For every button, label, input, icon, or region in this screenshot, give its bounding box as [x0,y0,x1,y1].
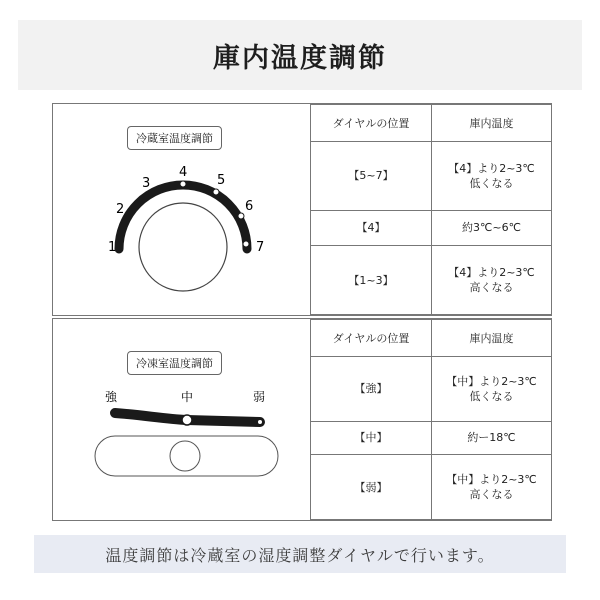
table-header-row [311,105,552,142]
page-title: 庫内温度調節 [213,42,387,74]
cell-temperature [432,357,552,422]
cell-position: 【5~7】 [311,142,432,211]
cell-position: 【4】 [311,210,432,245]
dial-number-1: 1 [108,240,117,255]
temp-line: 高くなる [469,488,514,502]
caption-band [34,535,566,573]
fridge-dial-area [53,104,310,315]
table-header-row [311,320,552,357]
cell-position: 【弱】 [311,455,432,520]
temp-line: 【4】より2~3℃ [448,161,535,175]
freezer-table [310,319,552,520]
dial-number-2: 2 [116,202,125,217]
caption-text: 温度調節は冷蔵室の湿度調整ダイヤルで行います。 [105,545,495,565]
dial-number-3: 3 [142,176,151,191]
fridge-dial-dot [238,213,244,219]
fridge-dial-knob[interactable] [139,203,227,291]
fridge-dial-dot [243,241,249,247]
temp-line: 【中】より2~3℃ [446,374,537,388]
cell-temperature [432,142,552,211]
dial-number-7: 7 [256,240,265,255]
freezer-dial-area [53,319,310,520]
title-band [18,20,582,90]
cell-temperature [432,246,552,315]
slider-label-medium: 中 [181,390,194,404]
cell-temperature: 約3℃~6℃ [432,210,552,245]
cell-position: 【1~3】 [311,246,432,315]
fridge-label: 冷蔵室温度調節 [127,126,222,150]
freezer-label: 冷凍室温度調節 [127,351,222,375]
header-temperature: 庫内温度 [432,105,552,142]
freezer-panel [52,318,552,521]
temp-line: 高くなる [469,281,514,295]
freezer-slider-diagram [53,319,310,520]
freezer-slider-knob[interactable] [182,415,192,425]
temp-line: 【中】より2~3℃ [446,473,537,487]
slider-label-weak: 弱 [253,390,266,404]
fridge-table [310,104,552,315]
fridge-dial-dot [213,189,219,195]
dial-number-6: 6 [245,199,254,214]
cell-temperature [432,455,552,520]
table-row [311,142,552,211]
cell-position: 【強】 [311,357,432,422]
temp-line: 低くなる [469,389,514,403]
header-position: ダイヤルの位置 [311,105,432,142]
table-row [311,210,552,245]
cell-temperature: 約ー18℃ [432,421,552,454]
fridge-dial-dot [180,181,186,187]
slider-label-strong: 強 [105,390,118,404]
cell-position: 【中】 [311,421,432,454]
temp-line: 低くなる [469,176,514,190]
header-position: ダイヤルの位置 [311,320,432,357]
temp-line: 【4】より2~3℃ [448,266,535,280]
fridge-panel [52,103,552,316]
table-row [311,357,552,422]
table-row [311,455,552,520]
table-row [311,421,552,454]
header-temperature: 庫内温度 [432,320,552,357]
dial-number-4: 4 [179,165,188,180]
table-row [311,246,552,315]
freezer-dial-knob[interactable] [170,441,200,471]
dial-number-5: 5 [217,173,226,188]
fridge-dial-diagram [53,104,310,315]
freezer-slider-end-dot [258,420,262,424]
